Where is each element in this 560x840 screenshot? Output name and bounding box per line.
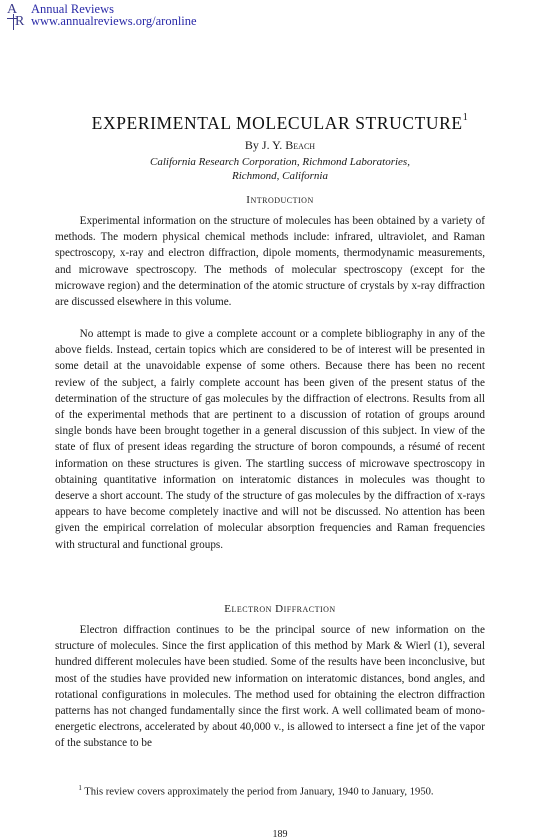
page-number: 189 xyxy=(272,829,288,840)
article-title xyxy=(0,113,560,134)
footnote-text: This review covers approximately the period from January, 1940 to January, 1950. xyxy=(81,786,434,798)
paragraph-2: No attempt is made to give a complete account or a complete bibliography in any of the above fields. Instead, certain topics which are considered to be of interest will be presented in some detail at the unavoidable expense of some others. Because there has been no recent review of the subject, a fairly complete account has been given of the present status of the determination of the structure of gas molecules by the diffraction of electrons. Results from all of the experimental methods that are pertinent to a discussion of rotation of groups around single bonds have been brought together in a general discussion of this subject. In view of the state of flux of present ideas regarding the structure of boron compounds, a résumé of recent information on these structures is given. The startling success of microwave spectroscopy in obtaining quantitative information on interatomic distances in molecules was thought to deserve a short account. The study of the structure of gas molecules by the diffraction of x-rays appears to have become completely inactive and will not be discussed. No attention has been given the empirical correlation of molecular absorption frequencies and Raman frequencies with structural and functional groups. xyxy=(55,328,485,551)
journal-header xyxy=(6,3,197,29)
logo-letter-r: R xyxy=(15,14,25,29)
affiliation-line-2: Richmond, California xyxy=(232,170,328,182)
footnote-mark: 1 xyxy=(78,784,82,792)
title-footnote-mark: 1 xyxy=(462,112,469,124)
author-surname: Beach xyxy=(285,138,316,152)
section-heading-introduction: Introduction xyxy=(246,194,314,206)
logo-letter-a: A xyxy=(7,2,18,17)
footnote xyxy=(55,781,485,800)
paragraph-3: Electron diffraction continues to be the principal source of new information on the structure of molecules. Since the first application of this method by Mark & Wierl (1), several hundred different molecules have been studied. Some of the results have been inconclusive, but most of the studies have provided new information on interatomic distances, bond angles, and rotational configurations in molecules. The method used for obtaining the electron diffraction patterns has not changed fundamentally since the first work. A well collimated beam of mono-energetic electrons, accelerated by about 40,000 v., is allowed to intersect a fine jet of the vapor of the substance to be xyxy=(55,624,485,750)
byline xyxy=(0,138,560,153)
section-heading-electron-diffraction: Electron Diffraction xyxy=(224,603,336,615)
affiliation-line-1: California Research Corporation, Richmond Laboratories, xyxy=(150,156,410,168)
paragraph-1: Experimental information on the structure of molecules has been obtained by a variety of methods. The modern physical chemical methods include: infrared, ultraviolet, and Raman spectroscopy, x-ray and electron diffraction, dipole moments, thermodynamic measurements, and microwave spectroscopy. The methods of molecular spectroscopy (except for the microwave region) and the determination of the atomic structure of crystals by x-ray diffraction are discussed elsewhere in this volume. xyxy=(55,215,485,309)
journal-url-link[interactable]: www.annualreviews.org/aronline xyxy=(31,14,197,28)
journal-name: Annual Reviews xyxy=(31,2,114,16)
article-title-text: EXPERIMENTAL MOLECULAR STRUCTURE xyxy=(91,113,463,133)
affiliation xyxy=(0,155,560,183)
annual-reviews-logo-icon xyxy=(6,3,26,29)
byline-prefix: By J. Y. xyxy=(244,138,286,152)
